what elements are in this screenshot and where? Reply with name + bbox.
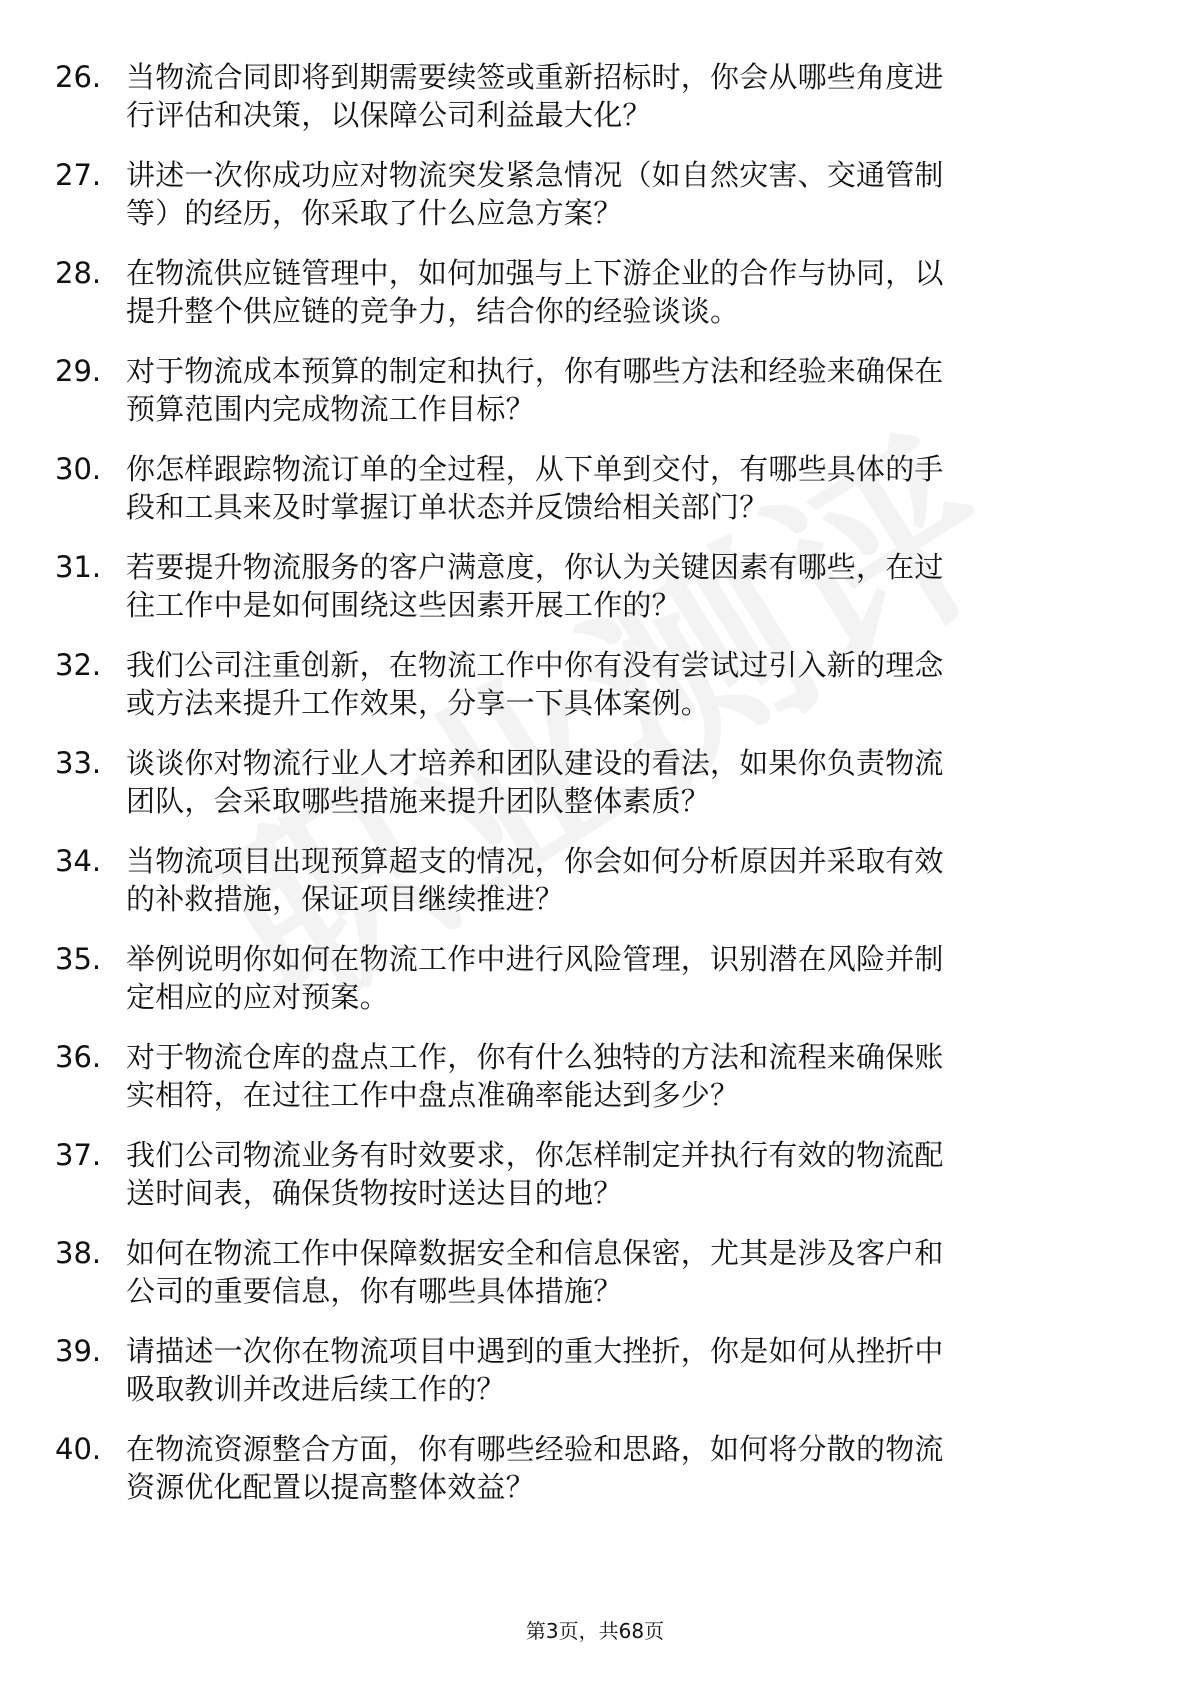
question-line: 资源优化配置以提高整体效益？ — [126, 1470, 535, 1504]
question-text — [126, 58, 944, 134]
question-line: 的补救措施，保证项目继续推进？ — [126, 882, 565, 916]
question-item — [0, 352, 1190, 450]
question-number: 39. — [55, 1334, 102, 1368]
question-number: 38. — [55, 1236, 102, 1270]
question-item — [0, 842, 1190, 940]
question-text — [126, 1038, 944, 1114]
question-text — [126, 450, 944, 526]
question-number: 40. — [55, 1432, 102, 1466]
question-line: 段和工具来及时掌握订单状态并反馈给相关部门？ — [126, 490, 769, 524]
question-line: 谈谈你对物流行业人才培养和团队建设的看法，如果你负责物流 — [126, 746, 944, 780]
page-number-label: 第3页，共68页 — [525, 1619, 665, 1643]
question-number: 37. — [55, 1138, 102, 1172]
question-line: 如何在物流工作中保障数据安全和信息保密，尤其是涉及客户和 — [126, 1236, 944, 1270]
question-line: 定相应的应对预案。 — [126, 980, 389, 1014]
question-line: 在物流资源整合方面，你有哪些经验和思路，如何将分散的物流 — [126, 1432, 944, 1466]
question-item — [0, 156, 1190, 254]
question-item — [0, 450, 1190, 548]
question-text — [126, 352, 944, 428]
question-text — [126, 156, 944, 232]
question-line: 当物流项目出现预算超支的情况，你会如何分析原因并采取有效 — [126, 844, 944, 878]
question-number: 32. — [55, 648, 102, 682]
question-number: 29. — [55, 354, 102, 388]
question-number: 34. — [55, 844, 102, 878]
question-text — [126, 254, 944, 330]
question-number: 30. — [55, 452, 102, 486]
question-line: 在物流供应链管理中，如何加强与上下游企业的合作与协同，以 — [126, 256, 944, 290]
question-text — [126, 1430, 944, 1506]
question-item — [0, 646, 1190, 744]
question-line: 举例说明你如何在物流工作中进行风险管理，识别潜在风险并制 — [126, 942, 944, 976]
question-text — [126, 548, 944, 624]
question-line: 往工作中是如何围绕这些因素开展工作的？ — [126, 588, 681, 622]
question-item — [0, 1234, 1190, 1332]
question-line: 当物流合同即将到期需要续签或重新招标时，你会从哪些角度进 — [126, 60, 944, 94]
question-line: 请描述一次你在物流项目中遇到的重大挫折，你是如何从挫折中 — [126, 1334, 944, 1368]
question-line: 团队，会采取哪些措施来提升团队整体素质？ — [126, 784, 711, 818]
question-line: 公司的重要信息，你有哪些具体措施？ — [126, 1274, 623, 1308]
question-line: 行评估和决策，以保障公司利益最大化？ — [126, 98, 652, 132]
question-item — [0, 940, 1190, 1038]
question-number: 36. — [55, 1040, 102, 1074]
question-item — [0, 1332, 1190, 1430]
question-line: 吸取教训并改进后续工作的？ — [126, 1372, 506, 1406]
question-text — [126, 842, 944, 918]
question-number: 28. — [55, 256, 102, 290]
page-footer — [0, 1618, 1190, 1644]
question-line: 我们公司物流业务有时效要求，你怎样制定并执行有效的物流配 — [126, 1138, 944, 1172]
question-line: 或方法来提升工作效果，分享一下具体案例。 — [126, 686, 711, 720]
question-line: 等）的经历，你采取了什么应急方案？ — [126, 196, 623, 230]
question-list — [0, 58, 1190, 1528]
question-item — [0, 1136, 1190, 1234]
question-line: 我们公司注重创新，在物流工作中你有没有尝试过引入新的理念 — [126, 648, 944, 682]
question-text — [126, 1332, 944, 1408]
question-line: 讲述一次你成功应对物流突发紧急情况（如自然灾害、交通管制 — [126, 158, 944, 192]
question-item — [0, 1038, 1190, 1136]
question-number: 35. — [55, 942, 102, 976]
question-number: 27. — [55, 158, 102, 192]
question-item — [0, 744, 1190, 842]
question-number: 33. — [55, 746, 102, 780]
question-text — [126, 1136, 944, 1212]
question-number: 31. — [55, 550, 102, 584]
question-text — [126, 940, 944, 1016]
question-line: 预算范围内完成物流工作目标？ — [126, 392, 535, 426]
question-item — [0, 548, 1190, 646]
question-text — [126, 744, 944, 820]
question-line: 对于物流成本预算的制定和执行，你有哪些方法和经验来确保在 — [126, 354, 944, 388]
question-item — [0, 254, 1190, 352]
question-text — [126, 646, 944, 722]
question-item — [0, 58, 1190, 156]
question-line: 对于物流仓库的盘点工作，你有什么独特的方法和流程来确保账 — [126, 1040, 944, 1074]
question-line: 你怎样跟踪物流订单的全过程，从下单到交付，有哪些具体的手 — [126, 452, 944, 486]
question-line: 若要提升物流服务的客户满意度，你认为关键因素有哪些，在过 — [126, 550, 944, 584]
question-text — [126, 1234, 944, 1310]
question-line: 实相符，在过往工作中盘点准确率能达到多少？ — [126, 1078, 740, 1112]
question-number: 26. — [55, 60, 102, 94]
question-line: 送时间表，确保货物按时送达目的地？ — [126, 1176, 623, 1210]
question-line: 提升整个供应链的竞争力，结合你的经验谈谈。 — [126, 294, 740, 328]
question-item — [0, 1430, 1190, 1528]
